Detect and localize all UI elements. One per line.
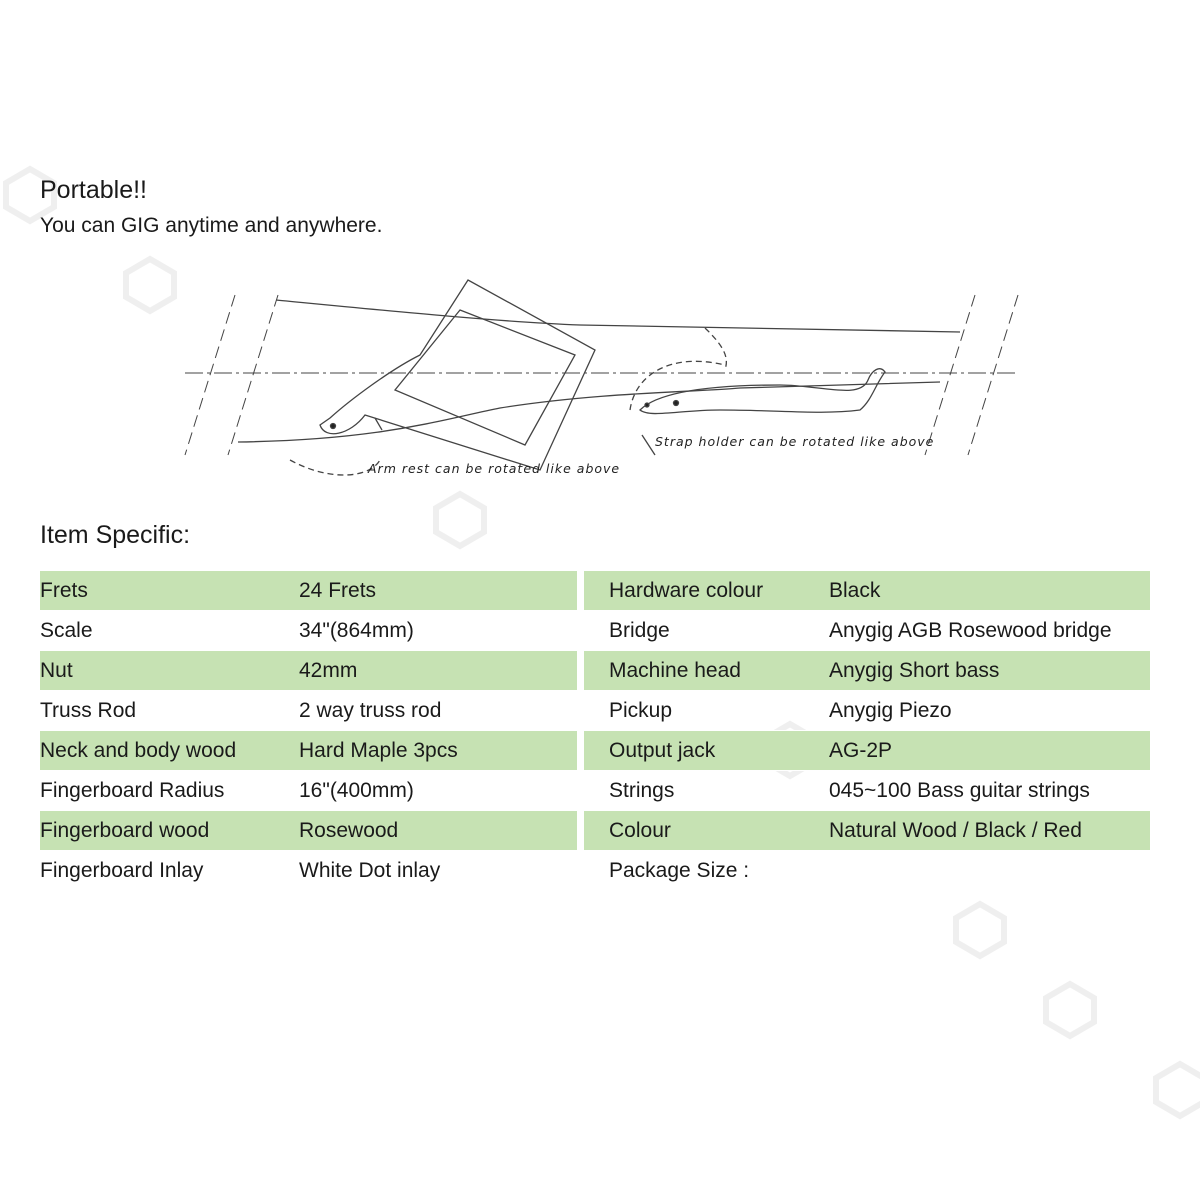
table-row	[584, 571, 1150, 611]
table-row	[40, 811, 577, 851]
specs-table-left	[40, 570, 577, 890]
spec-value: 42mm	[299, 651, 577, 691]
table-row	[584, 691, 1150, 731]
spec-value	[829, 851, 1150, 891]
spec-label: Pickup	[609, 698, 673, 722]
spec-value: 34"(864mm)	[299, 618, 414, 642]
watermark-icon	[950, 900, 1010, 960]
spec-value: Rosewood	[299, 811, 577, 851]
table-row	[584, 771, 1150, 811]
table-row	[40, 651, 577, 691]
portable-title: Portable!!	[40, 176, 148, 204]
table-row	[584, 611, 1150, 651]
spec-label: Nut	[40, 651, 299, 691]
spec-value: Black	[829, 571, 1150, 611]
spec-value: Anygig Short bass	[829, 651, 1150, 691]
spec-label: Colour	[584, 811, 829, 851]
spec-value: Hard Maple 3pcs	[299, 731, 577, 771]
table-row	[40, 851, 577, 891]
watermark-icon	[430, 490, 490, 550]
table-row	[584, 731, 1150, 771]
table-row	[40, 691, 577, 731]
spec-value: Natural Wood / Black / Red	[829, 811, 1150, 851]
spec-label: Fingerboard wood	[40, 811, 299, 851]
specs-title: Item Specific:	[40, 521, 191, 549]
spec-value: 16"(400mm)	[299, 778, 414, 802]
table-row	[40, 571, 577, 611]
spec-value: 24 Frets	[299, 571, 577, 611]
watermark-icon	[120, 255, 180, 315]
table-row	[584, 851, 1150, 891]
spec-label: Neck and body wood	[40, 731, 299, 771]
spec-label: Bridge	[609, 618, 670, 642]
arm-rest-caption: Arm rest can be rotated like above	[368, 461, 621, 476]
spec-label: Package Size :	[609, 858, 750, 882]
spec-value: Anygig Piezo	[829, 698, 952, 722]
spec-value: White Dot inlay	[299, 858, 441, 882]
watermark-icon	[1040, 980, 1100, 1040]
table-row	[584, 651, 1150, 691]
spec-label: Truss Rod	[40, 698, 137, 722]
spec-label: Frets	[40, 571, 299, 611]
strap-holder-caption: Strap holder can be rotated like above	[655, 434, 935, 449]
spec-label: Scale	[40, 618, 93, 642]
specs-table-right	[584, 570, 1150, 890]
spec-label: Hardware colour	[584, 571, 829, 611]
spec-label: Strings	[609, 778, 675, 802]
table-row	[40, 771, 577, 811]
portable-subtitle: You can GIG anytime and anywhere.	[40, 214, 383, 237]
spec-label: Fingerboard Radius	[40, 778, 225, 802]
spec-label: Fingerboard Inlay	[40, 858, 204, 882]
spec-label: Output jack	[584, 731, 829, 771]
spec-value: Anygig AGB Rosewood bridge	[829, 618, 1112, 642]
spec-label: Machine head	[584, 651, 829, 691]
table-row	[584, 811, 1150, 851]
table-row	[40, 611, 577, 651]
watermark-icon	[1150, 1060, 1200, 1120]
spec-value: 045~100 Bass guitar strings	[829, 778, 1090, 802]
table-row	[40, 731, 577, 771]
guitar-diagram	[180, 270, 1030, 490]
spec-value: 2 way truss rod	[299, 698, 442, 722]
spec-value: AG-2P	[829, 731, 1150, 771]
